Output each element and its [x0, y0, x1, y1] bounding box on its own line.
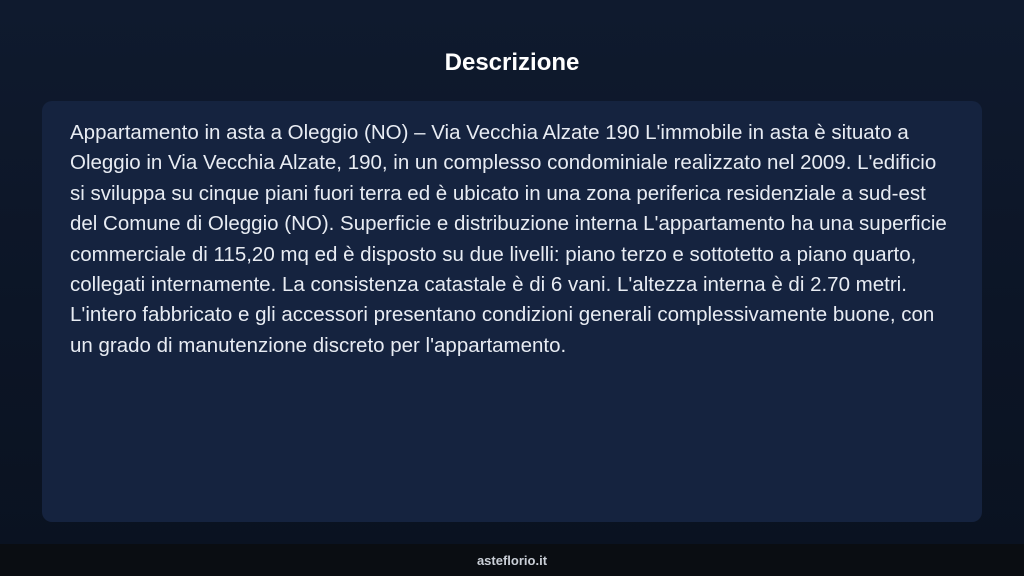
footer-bar [0, 544, 1024, 576]
footer-brand-link[interactable]: asteflorio.it [476, 552, 548, 568]
description-card [42, 101, 982, 522]
page-title: Descrizione [444, 49, 580, 76]
description-text: Appartamento in asta a Oleggio (NO) – Via Vecchia Alzate 190 L'immobile in asta è situato a Oleggio in Via Vecchia Alzate, 190, in un complesso condominiale realizzato nel 2009. L'edificio si sviluppa su cinque piani fuori terra ed è ubicato in una zona periferica residenziale a sud-est del Comune di Oleggio (NO). Superficie e distribuzione interna L'appartamento ha una superficie commerciale di 115,20 mq ed è disposto su due livelli: piano terzo e sottotetto a piano quarto, collegati internamente. La consistenza catastale è di 6 vani. L'altezza interna è di 2.70 metri. L'intero fabbricato e gli accessori presentano condizioni generali complessivamente buone, con un grado di manutenzione discreto per l'appartamento. [70, 121, 947, 357]
